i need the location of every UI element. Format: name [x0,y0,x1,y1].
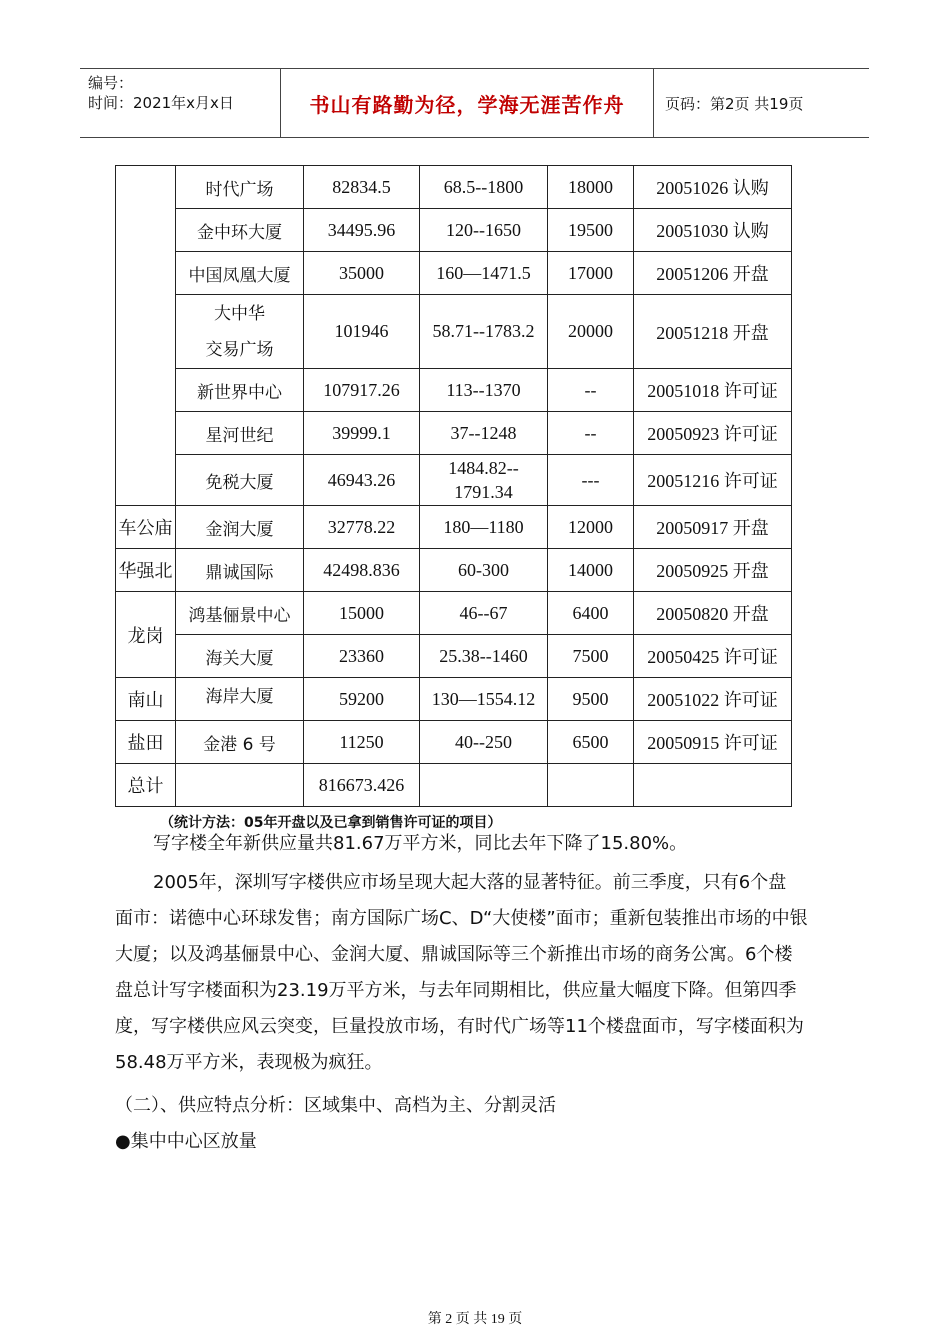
header-meta [80,69,281,137]
status-cell: 20051206 开盘 [634,252,792,295]
region-cell: 盐田 [116,721,176,764]
area-cell: 107917.26 [304,369,420,412]
status-cell: 20050425 许可证 [634,635,792,678]
page-footer: 第 2 页 共 19 页 [427,1312,523,1327]
time-label: 时间：2021年x月x日 [88,94,234,112]
range-cell: 58.71--1783.2 [420,295,548,369]
status-cell [634,764,792,807]
region-cell: 南山 [116,678,176,721]
table-row [116,412,792,455]
paragraph-line: 58.48万平方米，表现极为疯狂。 [115,1052,383,1073]
price-cell: -- [548,369,634,412]
project-name: 鼎诚国际 [176,549,304,592]
table-row [116,209,792,252]
price-cell: 7500 [548,635,634,678]
table-row [116,592,792,635]
table-row [116,369,792,412]
status-cell: 20051026 认购 [634,166,792,209]
paragraph-line: 面市：诺德中心环球发售；南方国际广场C、D“大使楼”面市；重新包装推出市场的中银 [115,908,808,929]
table-row [116,455,792,506]
area-cell: 34495.96 [304,209,420,252]
range-cell: 25.38--1460 [420,635,548,678]
price-cell [548,764,634,807]
paragraph-supply-total: 写字楼全年新供应量共81.67万平方米，同比去年下降了15.80%。 [153,833,688,854]
status-cell: 20051022 许可证 [634,678,792,721]
area-cell: 11250 [304,721,420,764]
status-cell: 20050925 开盘 [634,549,792,592]
status-cell: 20050820 开盘 [634,592,792,635]
area-cell: 101946 [304,295,420,369]
price-cell: -- [548,412,634,455]
area-cell: 23360 [304,635,420,678]
paragraph-line: 大厦；以及鸿基俪景中心、金润大厦、鼎诚国际等三个新推出市场的商务公寓。6个楼 [115,944,793,965]
section-heading: （二）、供应特点分析：区域集中、高档为主、分割灵活 [115,1095,556,1116]
status-cell: 20051216 许可证 [634,455,792,506]
status-cell: 20051018 许可证 [634,369,792,412]
project-name-line: 大中华 [214,303,265,324]
range-cell: 120--1650 [420,209,548,252]
range-cell: 46--67 [420,592,548,635]
area-cell: 46943.26 [304,455,420,506]
price-cell: 17000 [548,252,634,295]
price-cell: 20000 [548,295,634,369]
price-cell: 6500 [548,721,634,764]
status-cell: 20050915 许可证 [634,721,792,764]
supply-table [115,165,792,807]
price-cell: 14000 [548,549,634,592]
range-cell [420,455,548,506]
table-row [116,721,792,764]
header-motto: 书山有路勤为径，学海无涯苦作舟 [281,69,654,137]
project-name-line: 交易广场 [205,339,274,360]
project-name [176,764,304,807]
area-cell: 15000 [304,592,420,635]
table-row-total [116,764,792,807]
area-cell: 35000 [304,252,420,295]
paragraph-line: 盘总计写字楼面积为23.19万平方米，与去年同期相比，供应量大幅度下降。但第四季 [115,980,797,1001]
area-cell: 82834.5 [304,166,420,209]
range-cell: 40--250 [420,721,548,764]
area-cell: 39999.1 [304,412,420,455]
range-cell: 113--1370 [420,369,548,412]
project-name: 星河世纪 [176,412,304,455]
status-cell: 20050923 许可证 [634,412,792,455]
project-name: 金润大厦 [176,506,304,549]
table-row [116,252,792,295]
page-header [80,68,869,138]
total-area: 816673.426 [304,764,420,807]
project-name: 免税大厦 [176,455,304,506]
price-cell: --- [548,455,634,506]
code-label: 编号： [88,74,134,92]
table-row [116,166,792,209]
region-cell: 龙岗 [116,592,176,678]
area-cell: 42498.836 [304,549,420,592]
project-name: 金港 6 号 [176,721,304,764]
range-cell: 68.5--1800 [420,166,548,209]
total-label: 总计 [116,764,176,807]
price-cell: 6400 [548,592,634,635]
range-cell: 130—1554.12 [420,678,548,721]
price-cell: 12000 [548,506,634,549]
region-cell: 车公庙 [116,506,176,549]
range-cell [420,764,548,807]
range-cell: 60-300 [420,549,548,592]
table-note: （统计方法：05年开盘以及已拿到销售许可证的项目） [160,815,502,831]
range-line: 1791.34 [454,482,513,502]
project-name [176,295,304,369]
table-row [116,678,792,721]
project-name: 新世界中心 [176,369,304,412]
project-name: 海岸大厦 [176,678,304,721]
table-row [116,506,792,549]
project-name: 鸿基俪景中心 [176,592,304,635]
paragraph-line: 2005年，深圳写字楼供应市场呈现大起大落的显著特征。前三季度，只有6个盘 [153,872,787,893]
range-line: 1484.82-- [448,458,519,478]
range-cell: 160—1471.5 [420,252,548,295]
area-cell: 32778.22 [304,506,420,549]
status-cell: 20051030 认购 [634,209,792,252]
region-cell [116,166,176,506]
project-name: 中国凤凰大厦 [176,252,304,295]
status-cell: 20051218 开盘 [634,295,792,369]
project-name: 海关大厦 [176,635,304,678]
project-name: 金中环大厦 [176,209,304,252]
bullet-heading: ●集中中心区放量 [115,1131,257,1152]
range-cell: 180—1180 [420,506,548,549]
range-cell: 37--1248 [420,412,548,455]
region-cell: 华强北 [116,549,176,592]
paragraph-line: 度，写字楼供应风云突变，巨量投放市场，有时代广场等11个楼盘面市，写字楼面积为 [115,1016,804,1037]
table-row [116,549,792,592]
price-cell: 18000 [548,166,634,209]
area-cell: 59200 [304,678,420,721]
table-row [116,295,792,369]
price-cell: 9500 [548,678,634,721]
status-cell: 20050917 开盘 [634,506,792,549]
price-cell: 19500 [548,209,634,252]
project-name: 时代广场 [176,166,304,209]
header-page-label: 页码：第2页 共19页 [665,94,804,113]
table-row [116,635,792,678]
